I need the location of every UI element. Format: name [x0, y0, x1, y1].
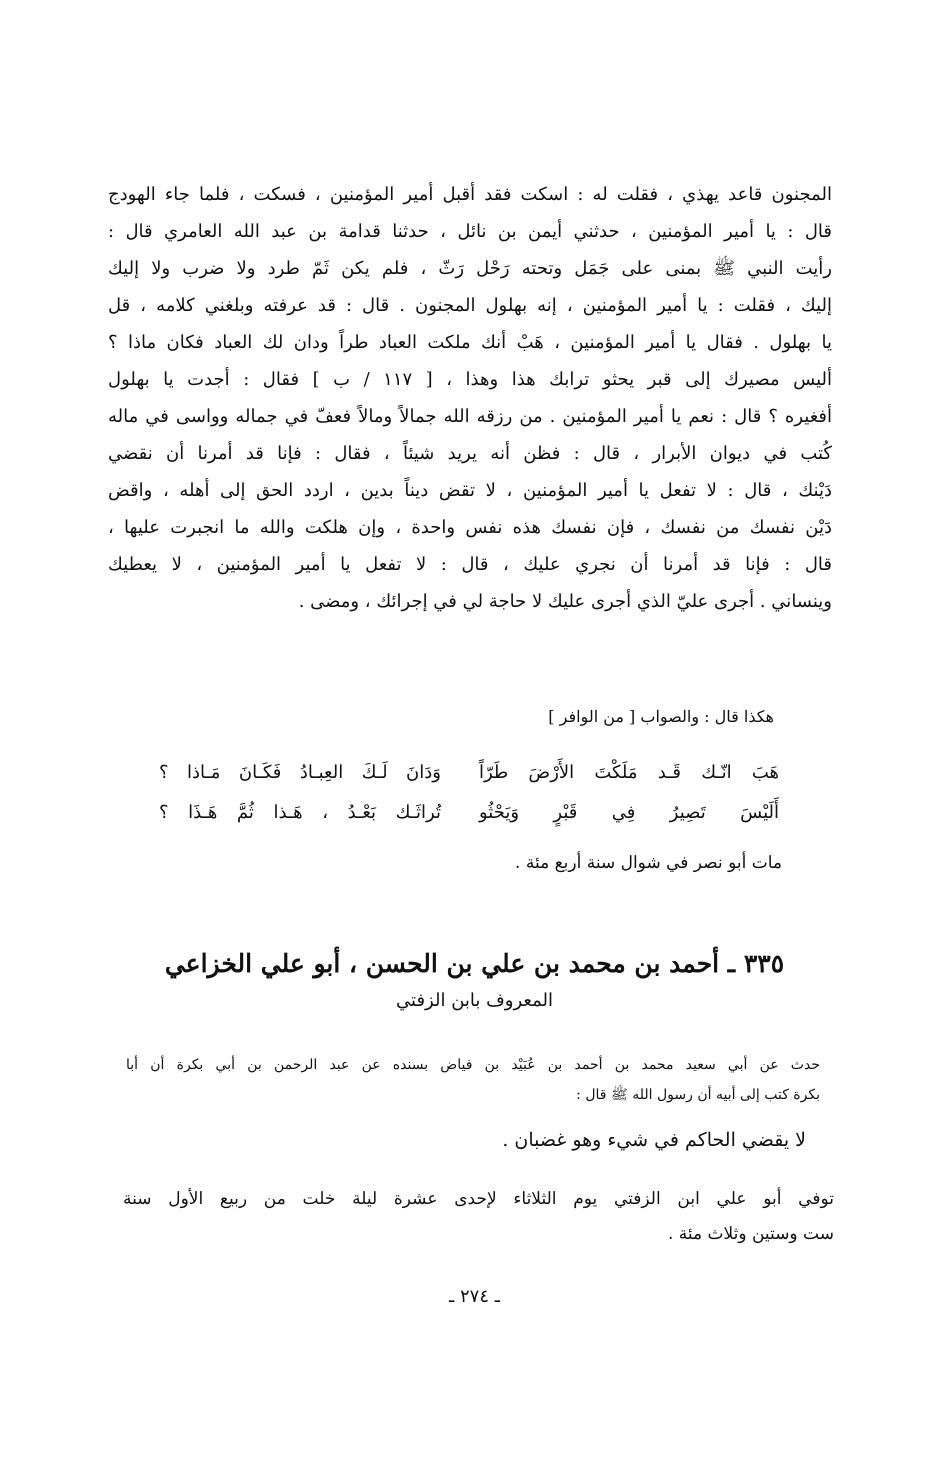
death-note: مات أبو نصر في شوال سنة أربع مئة . — [515, 853, 782, 873]
text-line: أفغيره ؟ قال : نعم يا أمير المؤمنين . من رزقه الله جمالاً ومالاً فعفّ في جماله وواسى في ماله — [108, 406, 832, 427]
text-line: دَيْن نفسك من نفسك ، فإن نفسك هذه نفس واحدة ، وإن هلكت والله ما انجبرت عليها ، — [108, 517, 832, 538]
text-line: المجنون قاعد يهذي ، فقلت له : اسكت فقد أقبل أمير المؤمنين ، فسكت ، فلما جاء الهودج — [108, 184, 832, 205]
text-line: حدث عن أبي سعيد محمد بن أحمد بن عُبَيْد بن فياض بسنده عن عبد الرحمن بن أبي بكرة أن أبا — [126, 1057, 820, 1073]
text-line: رأيت النبي ﷺ بمنى على جَمَل وتحته رَحْل رَثّ ، فلم يكن ثَمّ طرد ولا ضرب ولا إليك — [108, 258, 832, 279]
text-line: دَيْنك ، قال : لا تفعل يا أمير المؤمنين ، لا تقض ديناً بدين ، اردد الحق إلى أهله ، واقض — [108, 480, 832, 501]
page-number: ـ ٢٧٤ ـ — [448, 1286, 500, 1307]
verse-line — [159, 756, 779, 790]
verse-hemistich-first: هَبَ انّـك قَـد مَلَكْتَ الأَرْضَ طَرّاً — [479, 762, 779, 783]
hadith-chain — [126, 1050, 820, 1110]
hadith-text: لا يقضي الحاكم في شيء وهو غضبان . — [502, 1129, 806, 1151]
text-line: توفي أبو علي ابن الزفتي يوم الثلاثاء لإحدى عشرة ليلة خلت من ربيع الأول سنة — [123, 1189, 834, 1209]
text-line: كُتب في ديوان الأبرار ، قال : فظن أنه يريد شيئاً ، فقال : فإنا قد أمرنا أن نقضي — [108, 443, 832, 464]
text-line: قال : يا أمير المؤمنين ، حدثني أيمن بن نائل ، حدثنا قدامة بن عبد الله العامري قال : — [108, 221, 832, 242]
verse-intro: هكذا قال : والصواب [ من الوافر ] — [548, 707, 774, 726]
text-line: بكرة كتب إلى أبيه أن رسول الله ﷺ قال : — [576, 1087, 820, 1103]
verse-hemistich-second: تُراثَـك بَعْـدُ ، هَـذا ثُمَّ هَـذَا ؟ — [159, 802, 441, 823]
text-line: يا بهلول . فقال يا أمير المؤمنين ، هَبْ أنك ملكت العباد طراً ودان لك العباد فكان ماذا ؟ — [108, 332, 832, 353]
verse-hemistich-second: وَدَانَ لَـكَ العِبـادُ فَكَـانَ مَـاذا ؟ — [159, 762, 441, 783]
verse-hemistich-first: أَلَيْسَ تَصِيرُ فِي قَبْرٍ وَيَحْثُو — [479, 802, 779, 823]
entry-heading: ٣٣٥ ـ أحمد بن محمد بن علي بن الحسن ، أبو علي الخزاعي — [164, 949, 785, 978]
verse-line — [159, 796, 779, 830]
text-line: ست وستين وثلاث مئة . — [667, 1224, 834, 1244]
death-record — [123, 1182, 834, 1252]
entry-subheading: المعروف بابن الزفتي — [396, 990, 553, 1011]
text-line: إليك ، فقلت : يا أمير المؤمنين ، إنه بهلول المجنون . قال : قد عرفته وبلغني كلامه ، قل — [108, 295, 832, 316]
narrative-text — [108, 176, 832, 620]
text-line: وينساني . أجرى عليّ الذي أجرى عليك لا حاجة لي في إجرائك ، ومضى . — [298, 591, 832, 612]
text-line: قال : فإنا قد أمرنا أن نجري عليك ، قال : لا تفعل يا أمير المؤمنين ، لا يعطيك — [108, 554, 832, 575]
text-line: أليس مصيرك إلى قبر يحثو ترابك هذا وهذا ، [ ١١٧ / ب ] فقال : أجدت يا بهلول — [108, 369, 832, 390]
